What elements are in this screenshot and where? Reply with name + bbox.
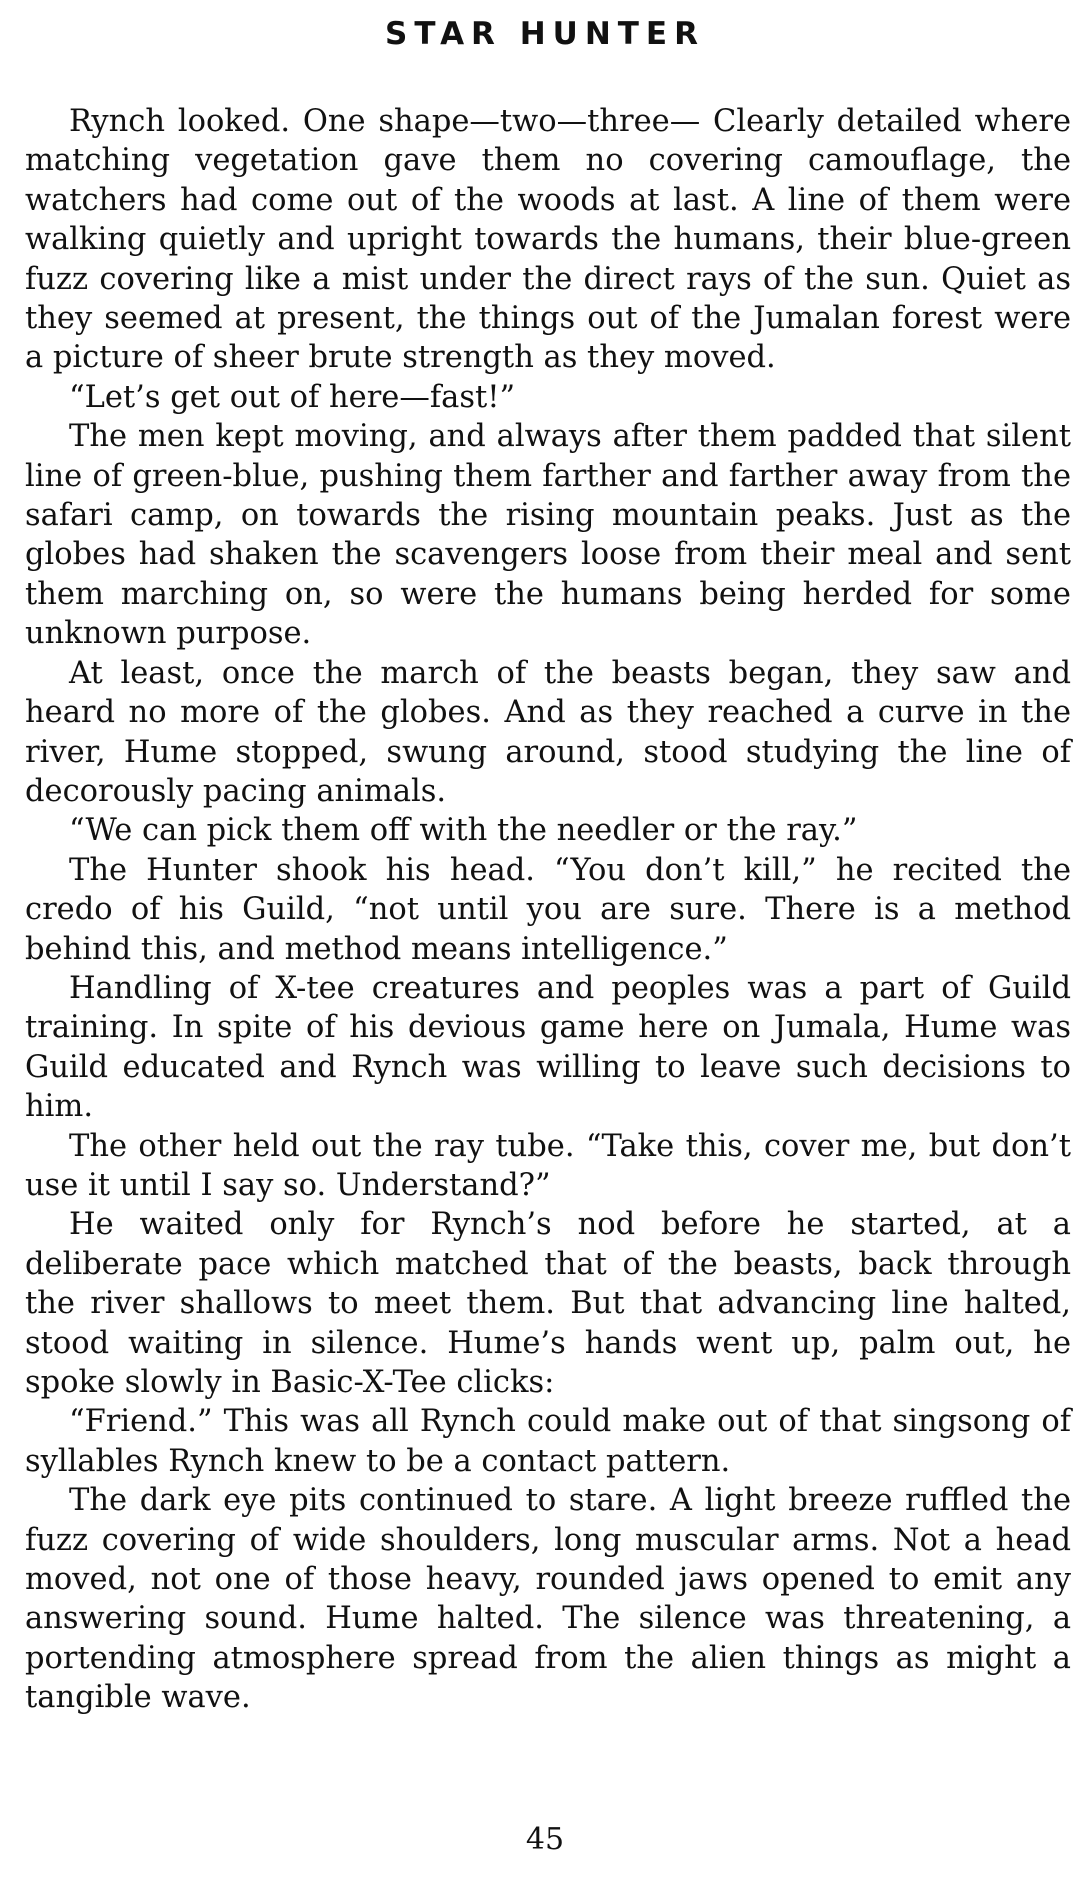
paragraph: Rynch looked. One shape—two—three— Clearly detailed where matching vegetation gave them no covering camouflage, the watchers had come out of the woods at last. A line of them were walking quietly and upright towards the humans, their blue-green fuzz covering like a mist under the direct rays of the sun. Quiet as they seemed at present, the things out of the Jumalan forest were a picture of sheer brute strength as they moved. (25, 104, 1071, 376)
paragraph: “Let’s get out of here—fast!” (69, 379, 516, 415)
page-number: 45 (525, 1822, 565, 1857)
paragraph: The dark eye pits continued to stare. A light breeze ruffled the fuzz covering of wide shoulders, long muscular arms. Not a head moved, not one of those heavy, rounded jaws opened to emit any answering sound. Hume halted. The silence was threatening, a portending atmosphere spread from the alien things as might a tangible wave. (25, 1483, 1071, 1716)
paragraph: At least, once the march of the beasts began, they saw and heard no more of the globes. And as they reached a curve in the river, Hume stopped, swung around, stood studying the line of decorously pacing animals. (25, 655, 1071, 809)
paragraph: The other held out the ray tube. “Take this, cover me, but don’t use it until I say so. Understand?” (25, 1128, 1071, 1203)
paragraph: “Friend.” This was all Rynch could make out of that singsong of syllables Rynch knew to be a contact pattern. (25, 1404, 1071, 1479)
paragraph: The Hunter shook his head. “You don’t kill,” he recited the credo of his Guild, “not until you are sure. There is a method behind this, and method means intelligence.” (25, 852, 1071, 967)
paragraph: The men kept moving, and always after them padded that silent line of green-blue, pushing them farther and farther away from the safari camp, on towards the rising mountain peaks. Just as the globes had shaken the scavengers loose from their meal and sent them marching on, so were the humans being herded for some unknown purpose. (25, 419, 1071, 652)
paragraph: Handling of X-tee creatures and peoples was a part of Guild training. In spite of his devious game here on Jumala, Hume was Guild educated and Rynch was willing to leave such decisions to him. (25, 970, 1071, 1125)
paragraph: He waited only for Rynch’s nod before he started, at a deliberate pace which matched that of the beasts, back through the river shallows to meet them. But that advancing line halted, stood waiting in silence. Hume’s hands went up, palm out, he spoke slowly in Basic-X-Tee clicks: (25, 1207, 1071, 1400)
paragraph: “We can pick them off with the needler or the ray.” (69, 813, 858, 849)
running-head: STAR HUNTER (385, 16, 705, 52)
body-text (25, 102, 1071, 1718)
